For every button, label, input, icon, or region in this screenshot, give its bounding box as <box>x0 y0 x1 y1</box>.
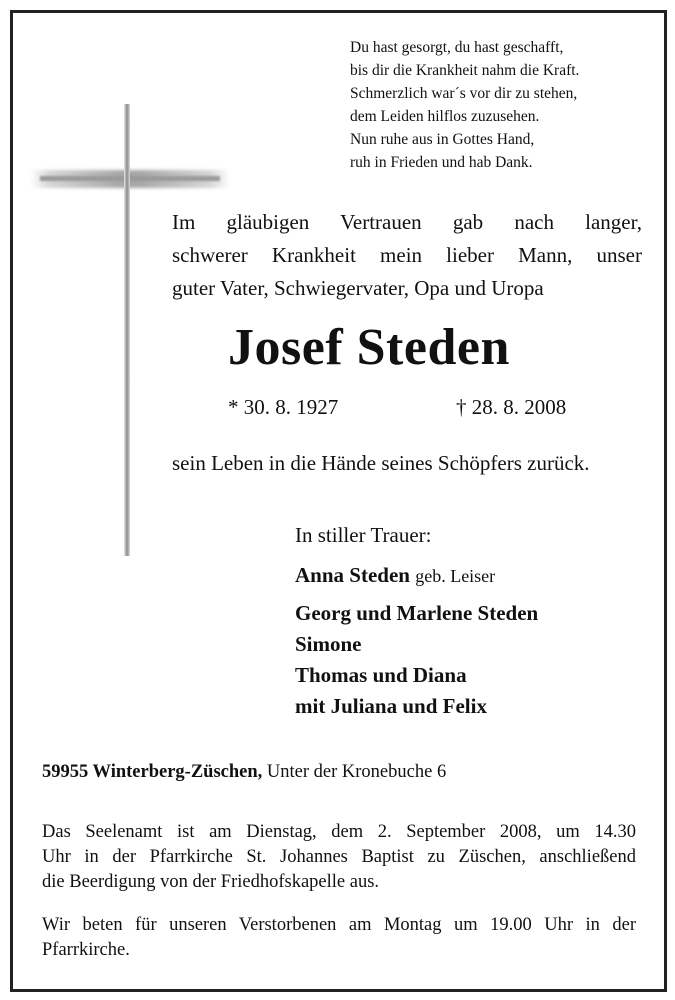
mourners-list <box>295 560 655 722</box>
prayer-info <box>42 913 636 963</box>
mourner-widow <box>295 560 655 592</box>
birth-date: * 30. 8. 1927 <box>228 395 339 419</box>
intro-line: guter Vater, Schwiegervater, Opa und Uropa <box>172 276 544 300</box>
poem-line: Schmerzlich war´s vor dir zu stehen, <box>350 85 578 102</box>
service-info <box>42 820 636 895</box>
address-city: 59955 Winterberg-Züschen, <box>42 762 263 782</box>
returned-text: sein Leben in die Hände seines Schöpfers zurück. <box>172 451 590 475</box>
intro-line: schwerer Krankheit mein lieber Mann, unser <box>172 243 642 267</box>
poem-line: dem Leiden hilflos zuzusehen. <box>350 108 540 125</box>
death-date: † 28. 8. 2008 <box>456 395 567 419</box>
deceased-name: Josef Steden <box>228 319 510 376</box>
mourner-name: Simone <box>295 632 362 656</box>
cross-icon-arm <box>40 176 220 181</box>
maiden-name-note: geb. Leiser <box>415 566 496 586</box>
prayer-line: Wir beten für unseren Verstorbenen am Montag um 19.00 Uhr in der <box>42 915 636 935</box>
intro-text <box>172 206 642 305</box>
poem-line: bis dir die Krankheit nahm die Kraft. <box>350 62 580 79</box>
mourner-name: Thomas und Diana <box>295 663 467 687</box>
address-street: Unter der Kronebuche 6 <box>266 762 447 782</box>
mourner-name: Georg und Marlene Steden <box>295 601 539 625</box>
service-line: Uhr in der Pfarrkirche St. Johannes Baptist zu Züschen, anschließend <box>42 847 636 867</box>
poem-line: ruh in Frieden und hab Dank. <box>350 154 533 171</box>
poem-line: Du hast gesorgt, du hast geschafft, <box>350 39 564 56</box>
intro-line: Im gläubigen Vertrauen gab nach langer, <box>172 210 642 234</box>
address <box>42 762 446 783</box>
mourning-label: In stiller Trauer: <box>295 523 432 547</box>
cross-icon <box>124 104 130 556</box>
mourner-name: mit Juliana und Felix <box>295 694 487 718</box>
mourner-name: Anna Steden <box>295 563 410 587</box>
service-line: die Beerdigung von der Friedhofskapelle aus. <box>42 872 380 892</box>
poem-line: Nun ruhe aus in Gottes Hand, <box>350 131 535 148</box>
service-line: Das Seelenamt ist am Dienstag, dem 2. September 2008, um 14.30 <box>42 822 636 842</box>
poem <box>350 36 650 174</box>
prayer-line: Pfarrkirche. <box>42 940 130 960</box>
